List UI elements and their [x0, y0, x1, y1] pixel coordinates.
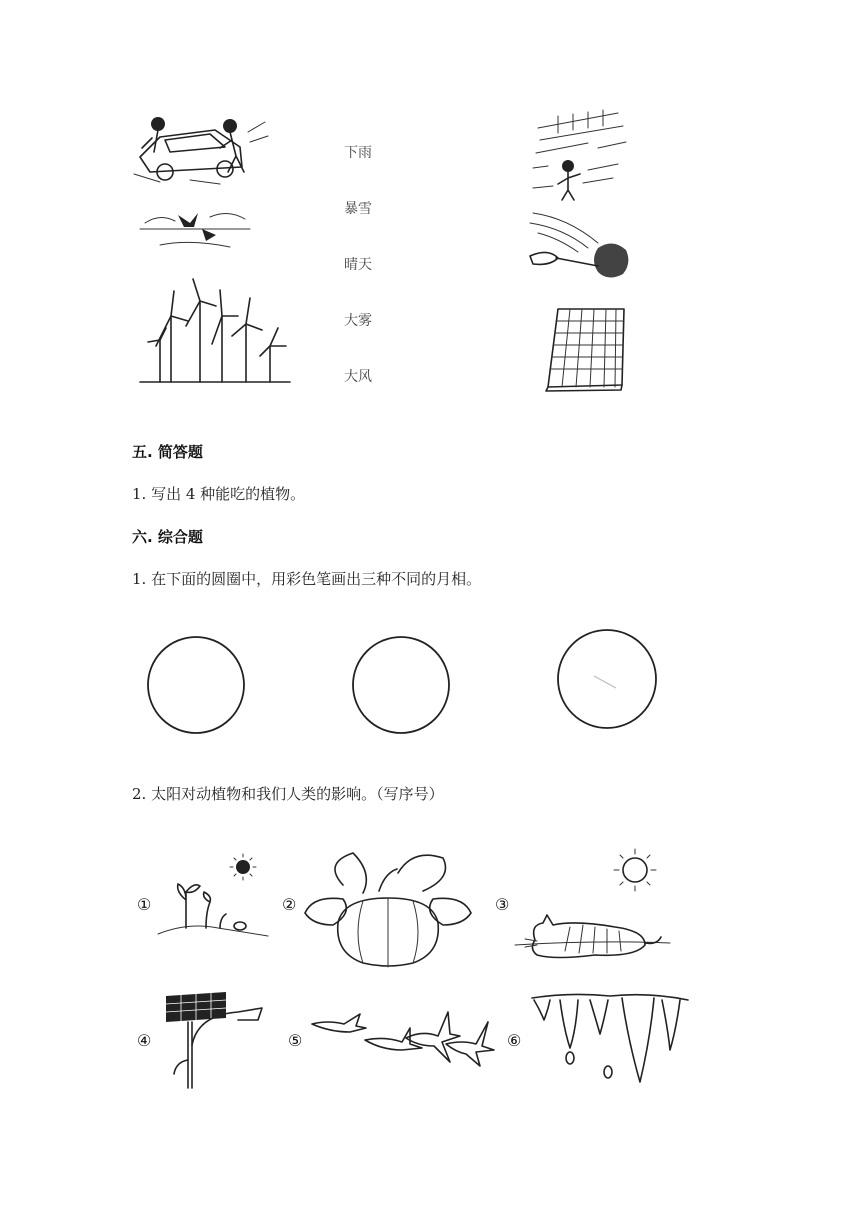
weather-word-blizzard: 暴雪 [344, 201, 372, 217]
weather-word-rain: 下雨 [344, 145, 372, 161]
item-number-2: ② [282, 895, 297, 914]
weather-word-sunny: 晴天 [344, 257, 372, 273]
weather-word-wind: 大风 [344, 369, 372, 385]
moon-phase-circle-2[interactable] [351, 635, 451, 735]
item-number-1: ① [137, 895, 152, 914]
section-6-question-2: 2. 太阳对动植物和我们人类的影响。（写序号） [132, 785, 444, 803]
item-number-6: ⑥ [507, 1031, 522, 1050]
cat-basking-icon [515, 845, 670, 975]
tree-blown-by-wind-illustration [528, 208, 633, 290]
wind-turbines-illustration [138, 276, 293, 386]
solar-street-lamp-icon [158, 990, 268, 1090]
section-5-question-1: 1. 写出 4 种能吃的植物。 [132, 485, 306, 503]
moon-phase-circle-3[interactable] [556, 628, 658, 730]
item-number-4: ④ [137, 1031, 152, 1050]
melting-icicles-icon [530, 990, 690, 1090]
section-6-question-1: 1. 在下面的圆圈中，用彩色笔画出三种不同的月相。 [132, 570, 482, 588]
moon-phase-circle-1[interactable] [146, 635, 246, 735]
bird-in-fog-illustration [140, 205, 250, 255]
item-number-3: ③ [495, 895, 510, 914]
weather-word-fog: 大雾 [344, 313, 372, 329]
section-5-title: 五. 简答题 [132, 443, 203, 461]
item-number-5: ⑤ [288, 1031, 303, 1050]
section-6-title: 六. 综合题 [132, 528, 203, 546]
solar-panel-illustration [544, 305, 629, 393]
pumpkin-icon [303, 843, 473, 968]
sprouting-seedlings-icon [158, 852, 268, 942]
flying-geese-icon [310, 1010, 495, 1075]
car-in-storm-illustration [130, 112, 270, 187]
snowstorm-illustration [528, 108, 628, 203]
